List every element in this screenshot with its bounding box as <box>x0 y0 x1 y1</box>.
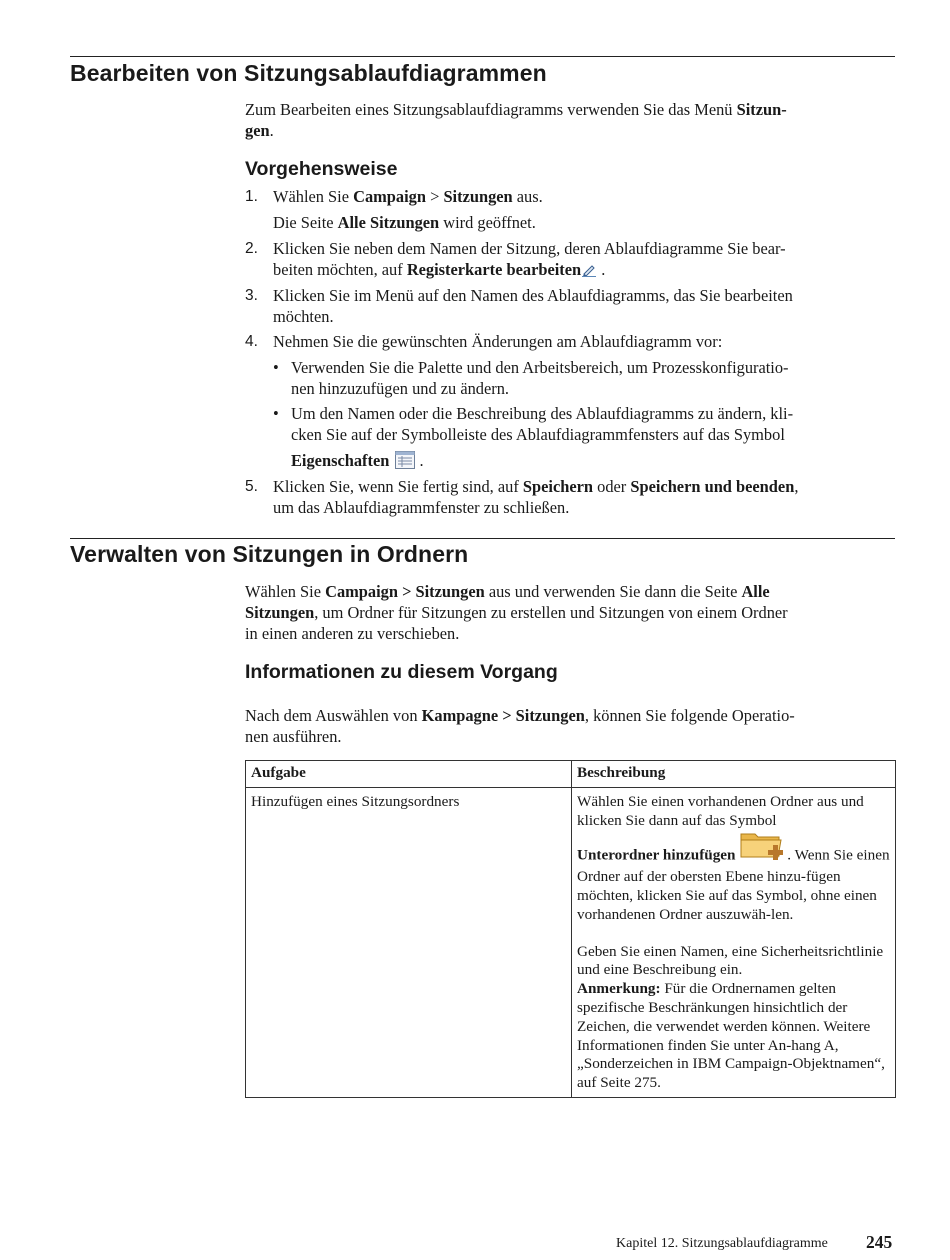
section2-intro: Wählen Sie Campaign > Sitzungen aus und verwenden Sie dann die Seite Alle Sitzungen, um Ordner für Sitzungen zu erstellen und Sitzungen von einem Ordner in einen anderen zu verschieben. <box>245 582 788 643</box>
bullet-dot: • <box>273 358 279 377</box>
section-rule-top <box>70 538 895 539</box>
table-row <box>246 787 896 1097</box>
step-number: 2. <box>245 240 258 257</box>
step-3: 3. Klicken Sie im Menü auf den Namen des Ablaufdiagramms, das Sie bearbeiten möchten. <box>245 286 793 326</box>
step-2: 2. Klicken Sie neben dem Namen der Sitzung, deren Ablaufdiagramme Sie bear- beiten möchten, auf Registerkarte bearbeiten . <box>245 238 895 282</box>
section1-intro: Zum Bearbeiten eines Sitzungsablaufdiagramms verwenden Sie das Menü Sitzun- gen. <box>245 100 787 140</box>
info-text: Nach dem Auswählen von Kampagne > Sitzungen, können Sie folgende Operatio- nen ausführen. <box>245 706 795 746</box>
step-4: 4. Nehmen Sie die gewünschten Änderungen am Ablaufdiagramm vor: <box>245 332 723 351</box>
table-cell-description: Wählen Sie einen vorhandenen Ordner aus und klicken Sie dann auf das Symbol Unterordner hinzufügen . Wenn Sie einen Ordner auf der obersten Ebene hinzu-fügen möchten, klicken Sie auf das Symbol, ohne einen vorhandenen Ordner auszuwäh-len. Geben Sie einen Namen, eine Sicherheitsrichtlinie und eine Beschreibung ein. Anmerkung: Für die Ordnernamen gelten spezifische Beschränkungen hinsichtlich der Zeichen, die verwendet werden können. Weitere Informationen finden Sie unter An-hang A, „Sonderzeichen in IBM Campaign-Objektnamen“, auf Seite 275. <box>572 787 896 1097</box>
table-header-task: Aufgabe <box>246 761 572 788</box>
step-number: 4. <box>245 333 258 350</box>
pencil-edit-icon <box>581 261 597 282</box>
info-heading: Informationen zu diesem Vorgang <box>245 661 558 683</box>
properties-icon <box>395 451 415 474</box>
section-rule-top <box>70 56 895 57</box>
operations-table <box>245 760 896 1098</box>
section-title-edit-flowcharts: Bearbeiten von Sitzungsablaufdiagrammen <box>70 60 547 86</box>
table-header-row <box>246 761 896 788</box>
step-number: 5. <box>245 478 258 495</box>
table-cell-task: Hinzufügen eines Sitzungsordners <box>246 787 572 1097</box>
page-number: 245 <box>866 1232 893 1252</box>
step-number: 1. <box>245 188 258 205</box>
add-subfolder-icon <box>739 828 787 868</box>
section-title-manage-folders: Verwalten von Sitzungen in Ordnern <box>70 541 469 567</box>
bullet-dot: • <box>273 404 279 423</box>
step-4-bullet-2: • Um den Namen oder die Beschreibung des Ablaufdiagramms zu ändern, kli- cken Sie auf der Symbolleiste des Ablaufdiagrammfensters auf das Symbol Eigenschaften . <box>273 403 895 474</box>
table-header-description: Beschreibung <box>572 761 896 788</box>
step-4-bullet-1: • Verwenden Sie die Palette und den Arbeitsbereich, um Prozesskonfiguratio- nen hinzuzufügen und zu ändern. <box>273 358 789 398</box>
procedure-heading: Vorgehensweise <box>245 158 398 180</box>
step-1: 1. Wählen Sie Campaign > Sitzungen aus. <box>245 187 543 206</box>
step-1-result: Die Seite Alle Sitzungen wird geöffnet. <box>273 213 536 232</box>
step-5: 5. Klicken Sie, wenn Sie fertig sind, auf Speichern oder Speichern und beenden, um das Ablaufdiagrammfenster zu schließen. <box>245 477 799 517</box>
footer-chapter: Kapitel 12. Sitzungsablaufdiagramme <box>616 1236 828 1251</box>
step-number: 3. <box>245 287 258 304</box>
